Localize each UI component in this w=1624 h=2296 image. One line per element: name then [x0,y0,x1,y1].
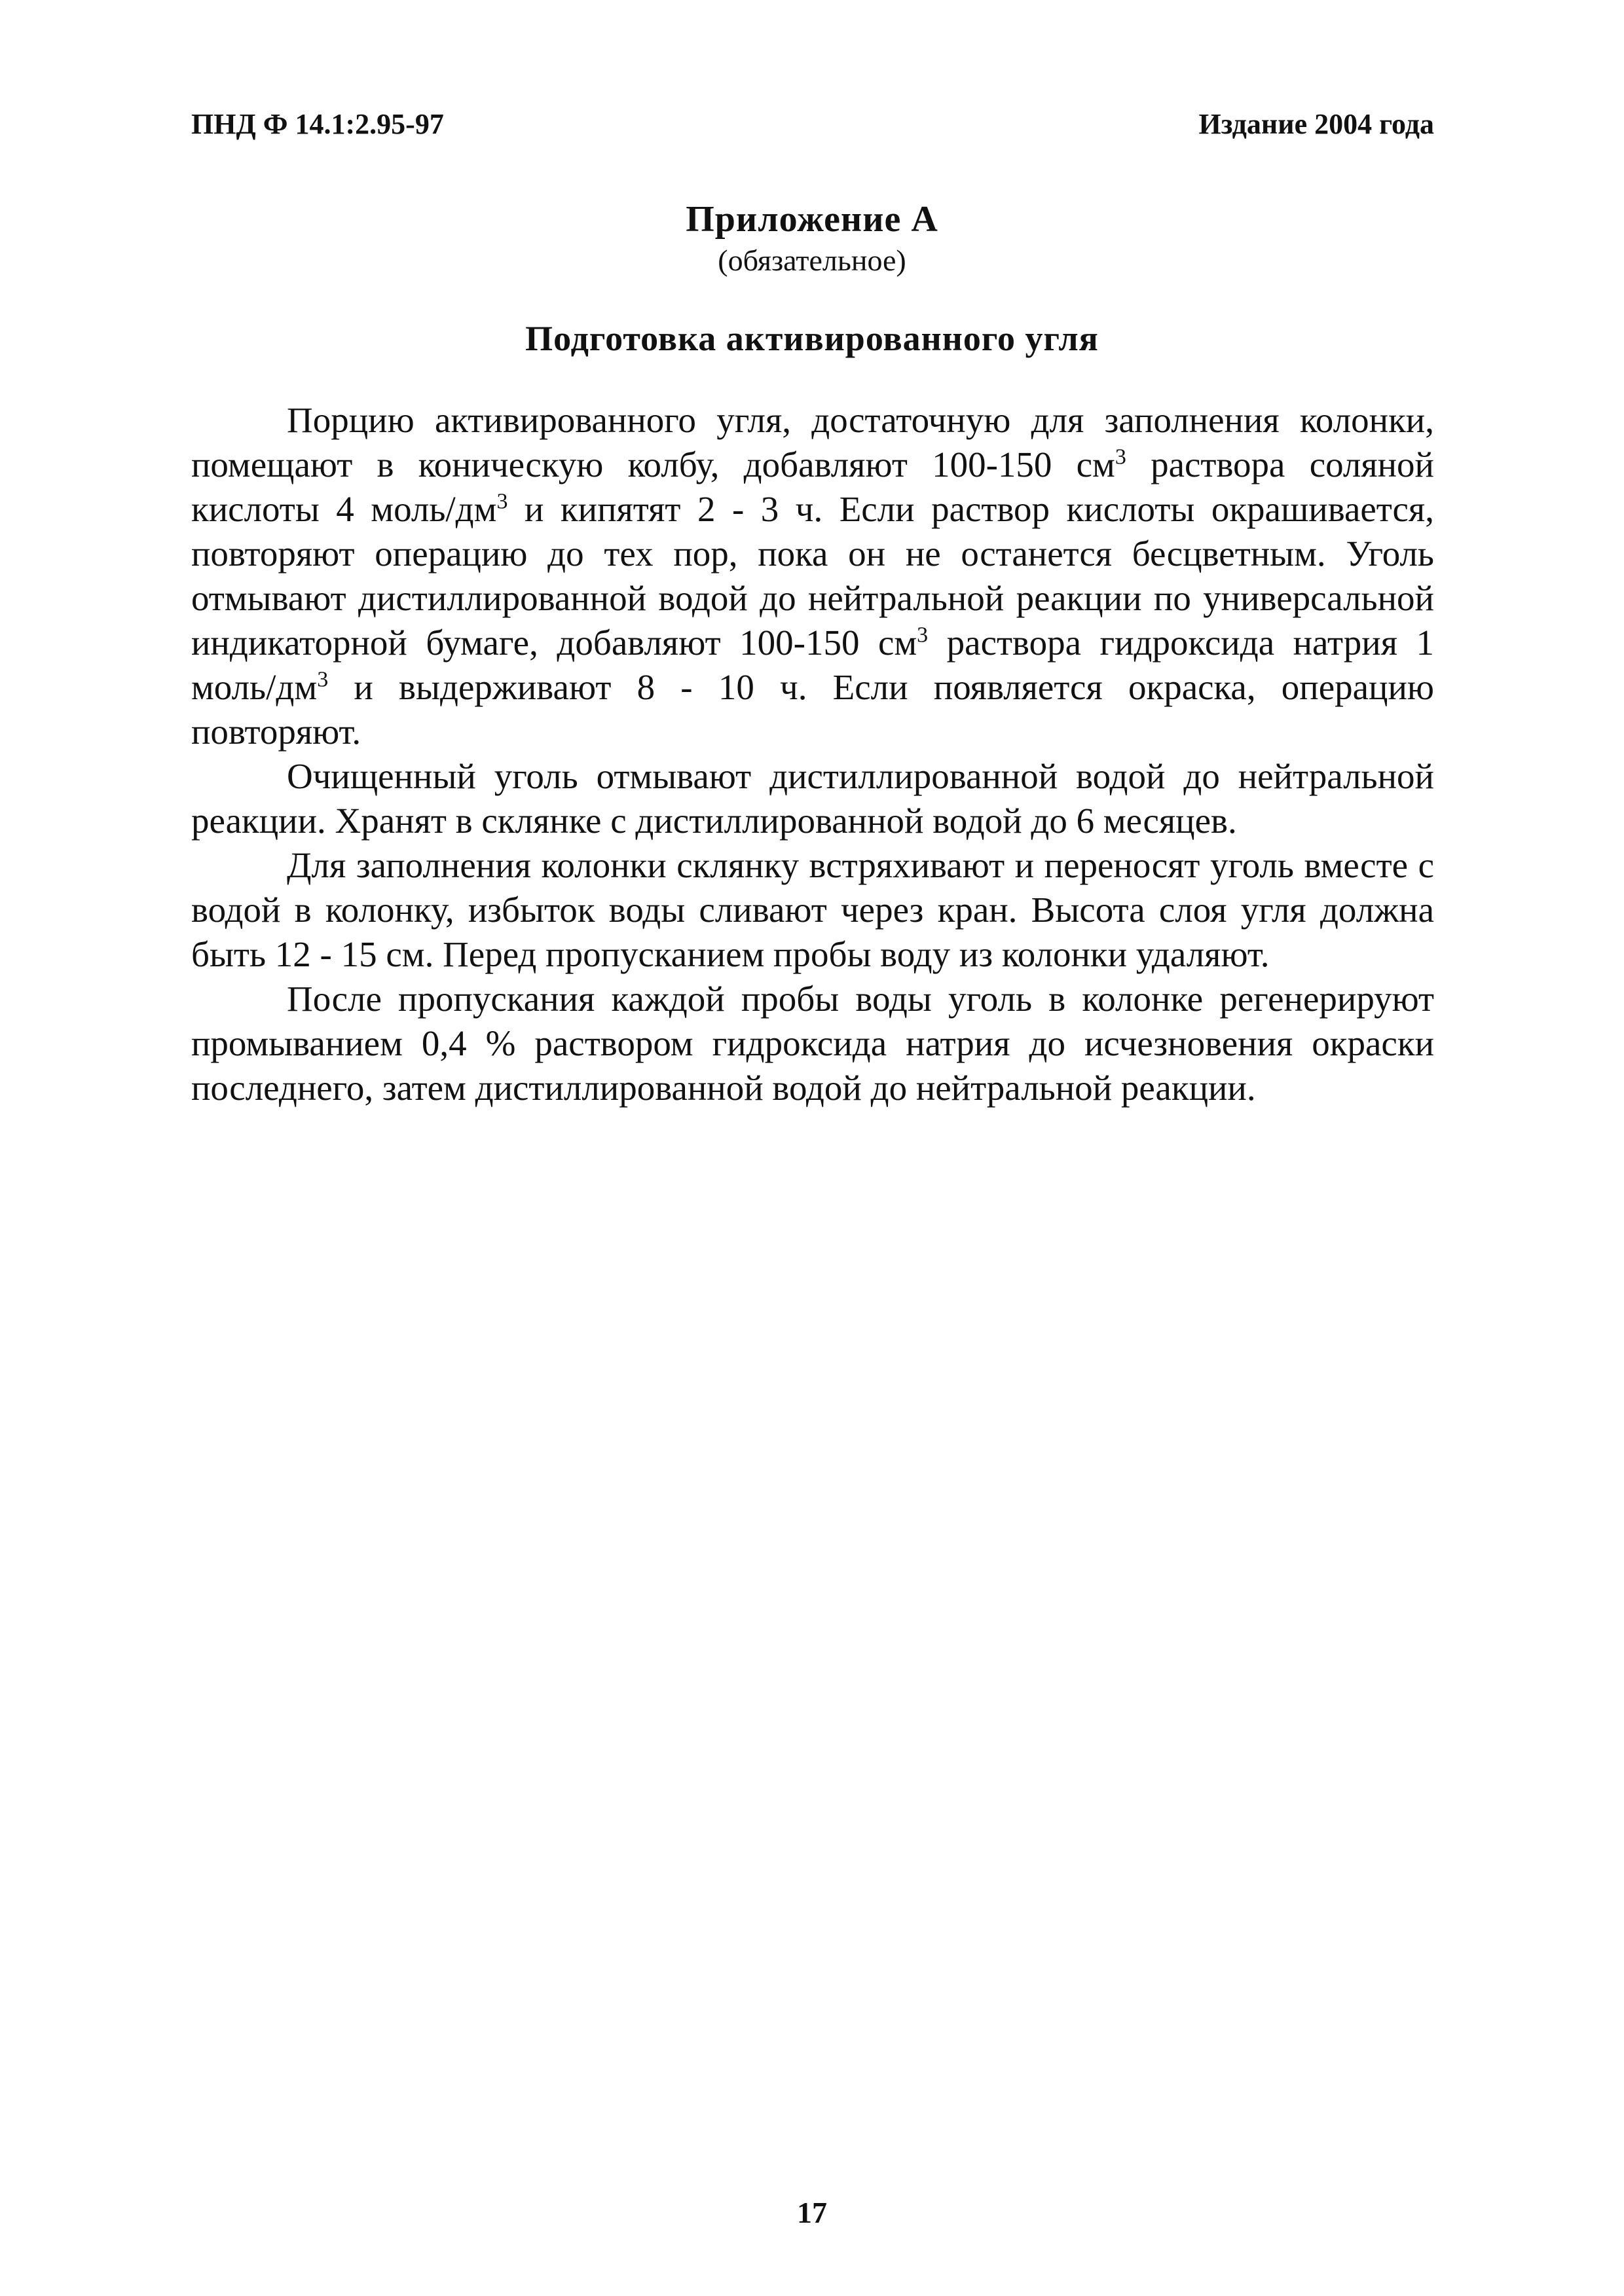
superscript-cube: 3 [496,489,508,514]
appendix-note: (обязательное) [718,244,906,277]
paragraph-1-text-3: и кипятят 2 - 3 ч. Если раствор кислоты окрашивается, повторяют операцию до тех пор, пока он не останется бесцветным. Уголь отмывают дистиллированной водой до нейтральной реакции по универсальной индикаторной бумаге, добавляют 100-150 см [191,489,1434,663]
body-text [191,398,1434,1110]
superscript-cube: 3 [917,623,929,647]
paragraph-1 [191,398,1434,754]
superscript-cube: 3 [317,667,329,692]
paragraph-4: После пропускания каждой пробы воды уголь в колонке регенерируют промыванием 0,4 % раствором гидроксида натрия до исчезновения окраски последнего, затем дистиллированной водой до нейтральной реакции. [191,979,1434,1108]
paragraph-1-text-1: Порцию активированного угля, достаточную для заполнения колонки, помещают в коническую колбу, добавляют 100-150 см [191,400,1434,484]
page-header [191,105,1434,144]
superscript-cube: 3 [1115,445,1126,469]
page-number: 17 [797,2196,827,2229]
paragraph-3: Для заполнения колонки склянку встряхивают и переносят уголь вместе с водой в колонку, избыток воды сливают через кран. Высота слоя угля должна быть 12 - 15 см. Перед пропусканием пробы воду из колонки удаляют. [191,845,1434,974]
paragraph-2: Очищенный уголь отмывают дистиллированной водой до нейтральной реакции. Хранят в склянке с дистиллированной водой до 6 месяцев. [191,756,1434,841]
paragraph-1-text-4: раствора гидроксида натрия 1 моль/дм [191,623,1434,707]
edition-label: Издание 2004 года [1198,108,1434,140]
appendix-title: Приложение А [686,199,938,240]
paragraph-1-text-5: и выдерживают 8 - 10 ч. Если появляется окраска, операцию повторяют. [191,667,1434,752]
document-code: ПНД Ф 14.1:2.95-97 [191,108,444,140]
paragraph-1-text-2: раствора соляной кислоты 4 моль/дм [191,445,1434,529]
section-title: Подготовка активированного угля [525,319,1099,358]
